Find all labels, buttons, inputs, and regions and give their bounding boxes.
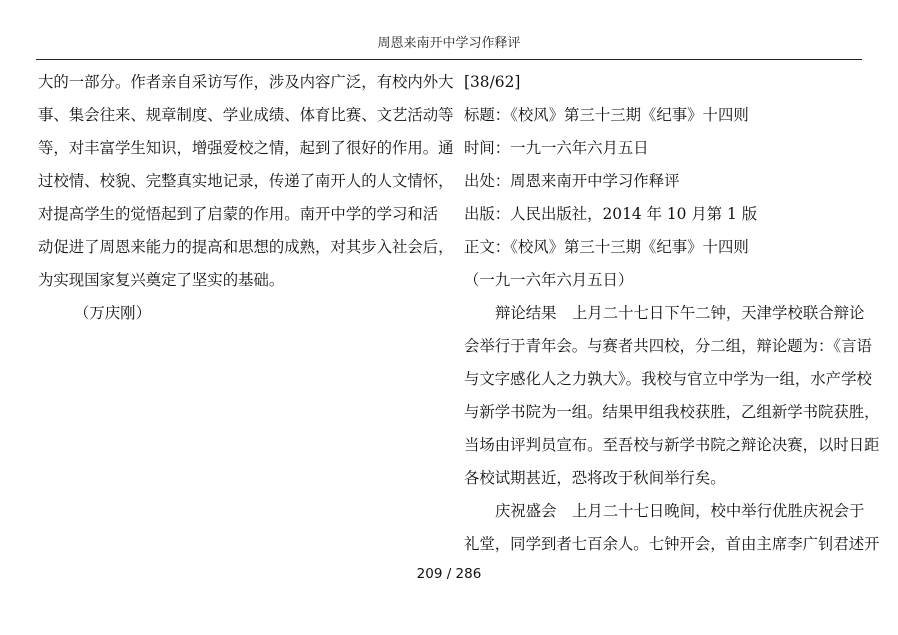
meta-title: 标题：《校风》第三十三期《纪事》十四则	[464, 106, 749, 124]
record-index: [38/62]	[464, 73, 521, 91]
text-line: 礼堂，同学到者七百余人。七钟开会，首由主席李广钊君述开	[464, 535, 880, 553]
text-line: 过校情、校貌、完整真实地记录，传递了南开人的人文情怀，	[38, 172, 454, 190]
header-divider	[36, 59, 862, 60]
text-line: 对提高学生的觉悟起到了启蒙的作用。南开中学的学习和活	[38, 205, 439, 223]
meta-body-title: 正文：《校风》第三十三期《纪事》十四则	[464, 238, 749, 256]
text-line: 等，对丰富学生知识，增强爱校之情，起到了很好的作用。通	[38, 139, 454, 157]
text-line: 辩论结果 上月二十七日下午二钟，天津学校联合辩论	[495, 304, 865, 322]
text-line: 与文字感化人之力孰大》。我校与官立中学为一组，水产学校	[464, 370, 872, 388]
meta-source: 出处：周恩来南开中学习作释评	[464, 172, 680, 190]
text-line: 庆祝盛会 上月二十七日晚间，校中举行优胜庆祝会于	[495, 502, 865, 520]
author-credit: （万庆刚）	[74, 304, 151, 322]
text-line: 当场由评判员宣布。至吾校与新学书院之辩论决赛，以时日距	[464, 436, 880, 454]
text-line: 与新学书院为一组。结果甲组我校获胜，乙组新学书院获胜，	[464, 403, 880, 421]
meta-publisher: 出版：人民出版社，2014 年 10 月第 1 版	[464, 205, 758, 223]
text-line: 为实现国家复兴奠定了坚实的基础。	[38, 271, 285, 289]
text-line: 事、集会往来、规章制度、学业成绩、体育比赛、文艺活动等	[38, 106, 454, 124]
text-line: 各校试期甚近，恐将改于秋间举行矣。	[464, 469, 726, 487]
text-line: 会举行于青年会。与赛者共四校，分二组，辩论题为：《言语	[464, 337, 872, 355]
text-line: 大的一部分。作者亲自采访写作，涉及内容广泛，有校内外大	[38, 73, 454, 91]
text-line: 动促进了周恩来能力的提高和思想的成熟，对其步入社会后，	[38, 238, 454, 256]
body-date: （一九一六年六月五日）	[464, 271, 634, 289]
right-column	[464, 66, 880, 561]
page-header: 周恩来南开中学习作释评	[377, 36, 521, 51]
meta-time: 时间：一九一六年六月五日	[464, 139, 649, 157]
left-column	[38, 66, 454, 330]
page-number: 209 / 286	[416, 566, 482, 582]
